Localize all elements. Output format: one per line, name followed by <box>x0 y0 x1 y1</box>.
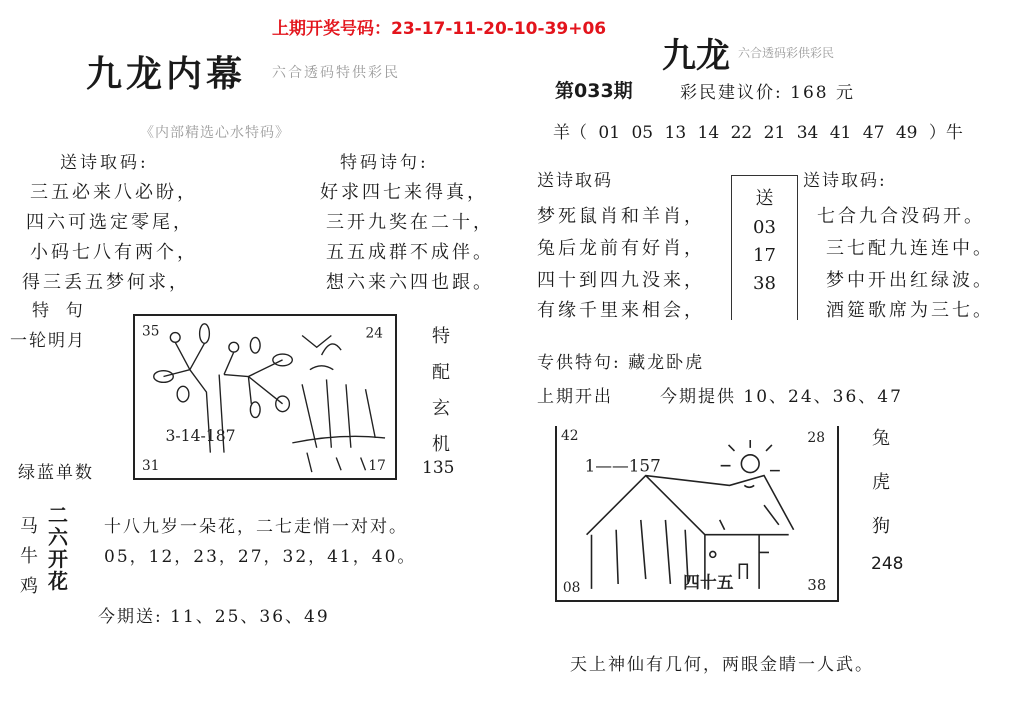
svg-text:24: 24 <box>365 325 383 342</box>
issue-number: 第033期 <box>555 80 633 102</box>
side-char: 机 <box>432 434 450 455</box>
gift-number: 03 <box>753 217 776 238</box>
svg-text:38: 38 <box>807 576 827 594</box>
right-side-vertical <box>872 424 890 538</box>
svg-text:1——157: 1——157 <box>584 455 661 476</box>
right-poem1-line: 有缘千里来相会， <box>537 300 705 321</box>
zodiac-left: 羊（ <box>553 123 587 143</box>
right-poem1-heading: 送诗取码 <box>537 171 613 191</box>
right-poem2-heading: 送诗取码: <box>803 171 887 191</box>
provide-line <box>660 382 903 407</box>
svg-text:3-14-187: 3-14-187 <box>165 426 236 445</box>
left-title: 九龙内幕 <box>86 53 247 95</box>
price-line <box>680 78 855 103</box>
number-item: 41 <box>829 123 852 143</box>
house-and-sun-sketch <box>557 426 837 600</box>
zodiac-column <box>20 512 38 598</box>
svg-text:四十五: 四十五 <box>683 571 734 592</box>
left-book-title: 《内部精选心水特码》 <box>140 125 290 141</box>
zodiac-char: 鸡 <box>20 576 38 597</box>
send-label: 今期送: <box>98 607 163 627</box>
flower-char: 开 <box>48 547 68 571</box>
side-char: 特 <box>432 326 450 347</box>
send-numbers: 11、25、36、49 <box>170 607 330 627</box>
right-subtitle: 六合透码彩供彩民 <box>738 46 835 60</box>
green-blue-label: 绿蓝单数 <box>18 463 94 483</box>
zodiac-char: 牛 <box>20 546 38 567</box>
side-char: 兔 <box>872 428 890 449</box>
right-sketch-image <box>555 426 839 602</box>
flower-char: 六 <box>48 525 68 549</box>
svg-text:17: 17 <box>368 458 386 475</box>
side-char: 玄 <box>432 398 450 419</box>
zodiac-char: 马 <box>20 516 38 537</box>
flowers-and-mountains-sketch <box>135 316 395 478</box>
green-blue-value: 135 <box>422 458 455 478</box>
zodiac-right: ）牛 <box>928 123 963 143</box>
svg-text:08: 08 <box>562 579 581 596</box>
left-poem2-heading: 特码诗句: <box>340 153 429 173</box>
right-poem1-line: 兔后龙前有好肖， <box>537 238 705 259</box>
provide-numbers: 10、24、36、47 <box>743 387 903 407</box>
number-item: 13 <box>664 123 687 143</box>
number-item: 49 <box>895 123 918 143</box>
left-poem1-line: 四六可选定零尾， <box>26 212 194 233</box>
left-side-vertical <box>432 322 450 456</box>
right-title: 九龙 <box>662 36 730 76</box>
closing-verse: 天上神仙有几何，两眼金睛一人武。 <box>570 655 874 675</box>
side-char: 虎 <box>872 472 890 493</box>
svg-text:31: 31 <box>142 458 160 475</box>
left-numbers: 05，12，23，27，32，41，40。 <box>104 547 417 567</box>
gift-number: 38 <box>753 273 776 294</box>
price-label: 彩民建议价: <box>680 83 783 103</box>
right-poem1-line: 四十到四九没来， <box>537 270 705 291</box>
right-poem2-line: 梦中开出红绿波。 <box>826 270 994 291</box>
provide-label: 今期提供 <box>660 387 736 407</box>
right-side-value: 248 <box>871 554 904 574</box>
special-phrase: 一轮明月 <box>10 331 86 351</box>
gift-number: 17 <box>753 245 776 266</box>
right-poem1-line: 梦死鼠肖和羊肖， <box>537 206 705 227</box>
number-item: 01 <box>598 123 621 143</box>
number-item: 21 <box>763 123 786 143</box>
left-poem2-line: 想六来六四也跟。 <box>326 272 494 293</box>
send-line <box>98 602 330 627</box>
side-char: 狗 <box>872 516 890 537</box>
number-item: 22 <box>730 123 753 143</box>
left-poem1-heading: 送诗取码: <box>60 153 149 173</box>
last-draw-label: 上期开奖号码： <box>272 19 391 39</box>
flower-column <box>48 504 68 592</box>
svg-text:28: 28 <box>807 430 825 447</box>
left-poem1-line: 三五必来八必盼， <box>30 182 198 203</box>
number-item: 14 <box>697 123 720 143</box>
right-poem2-line: 三七配九连连中。 <box>826 238 994 259</box>
flower-char: 花 <box>48 569 68 593</box>
price-value: 168 元 <box>790 83 855 103</box>
left-poem2-line: 五五成群不成伴。 <box>326 242 494 263</box>
left-poem2-line: 好求四七来得真， <box>320 182 488 203</box>
left-sketch-image <box>133 314 397 480</box>
number-item: 05 <box>631 123 654 143</box>
number-item: 34 <box>796 123 819 143</box>
right-poem2-line: 酒筵歌席为三七。 <box>826 300 994 321</box>
last-open-label: 上期开出 <box>537 387 613 407</box>
last-draw-banner <box>272 14 606 39</box>
left-poem1-line: 小码七八有两个， <box>30 242 198 263</box>
left-subtitle: 六合透码特供彩民 <box>272 65 400 81</box>
right-poem2-line: 七合九合没码开。 <box>817 206 985 227</box>
number-list-line <box>553 118 963 143</box>
gift-numbers-box <box>731 175 798 320</box>
svg-text:35: 35 <box>142 323 160 340</box>
special-line <box>537 348 704 373</box>
number-item: 47 <box>862 123 885 143</box>
left-poem1-line: 得三丢五梦何求， <box>22 272 190 293</box>
gift-label: 送 <box>755 188 774 209</box>
left-verse: 十八九岁一朵花，二七走悄一对对。 <box>104 517 408 537</box>
special-value: 藏龙卧虎 <box>628 353 705 373</box>
flower-char: 二 <box>48 503 68 527</box>
left-poem2-line: 三开九奖在二十， <box>326 212 494 233</box>
svg-text:42: 42 <box>560 428 579 445</box>
special-label: 专供特句: <box>537 353 621 373</box>
last-draw-numbers: 23-17-11-20-10-39+06 <box>391 19 607 39</box>
special-phrase-label: 特 句 <box>32 301 85 321</box>
side-char: 配 <box>432 362 450 383</box>
